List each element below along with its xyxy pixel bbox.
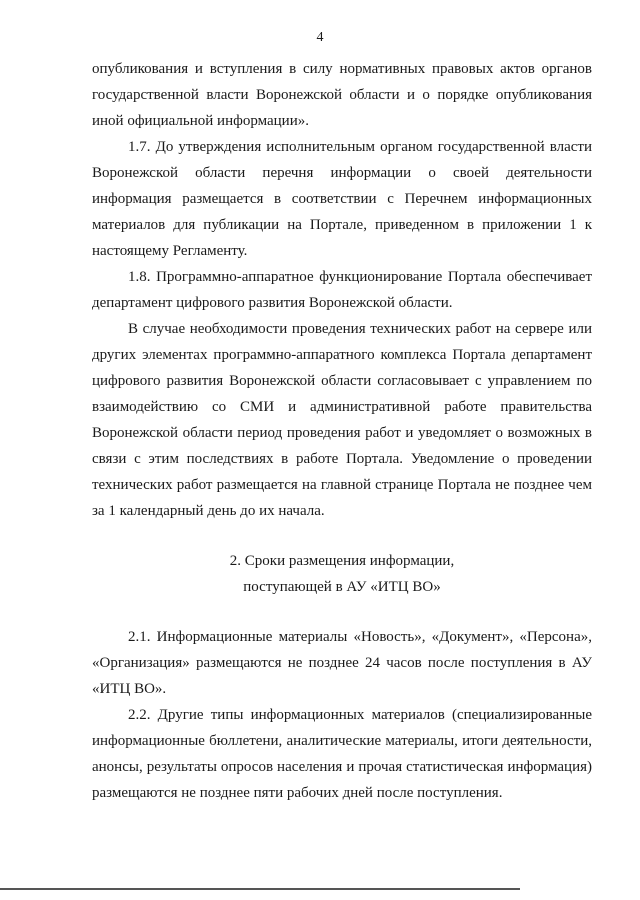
paragraph-technical-works: В случае необходимости проведения технических работ на сервере или других элементах программно-аппаратного комплекса Портала департамент цифрового развития Воронежской области согласовывает с управлением по взаимодействию со СМИ и административной работе правительства Воронежской области период проведения работ и уведомляет о возможных в связи с этим последствиях в работе Портала. Уведомление о проведении технических работ размещается на главной странице Портала не позднее чем за 1 календарный день до их начала. <box>92 321 592 519</box>
page-number: 4 <box>316 30 324 45</box>
section-2-title-line-1: 2. Сроки размещения информации, <box>229 553 455 569</box>
section-2-title <box>92 548 592 600</box>
paragraph-2-2: 2.2. Другие типы информационных материалов (специализированные информационные бюллетени, аналитические материалы, итоги деятельности, анонсы, результаты опросов населения и прочая статистическая информация) размещаются не позднее пяти рабочих дней после поступления. <box>92 707 592 801</box>
paragraph-continuation: опубликования и вступления в силу нормативных правовых актов органов государственной власти Воронежской области и о порядке опубликования иной официальной информации». <box>92 61 592 129</box>
paragraph-1-7: 1.7. До утверждения исполнительным органом государственной власти Воронежской области перечня информации о своей деятельности информация размещается в соответствии с Перечнем информационных материалов для публикации на Портале, приведенном в приложении 1 к настоящему Регламенту. <box>92 139 592 259</box>
document-body <box>92 56 592 806</box>
paragraph-2-1: 2.1. Информационные материалы «Новость», «Документ», «Персона», «Организация» размещаются не позднее 24 часов после поступления в АУ «ИТЦ ВО». <box>92 629 592 697</box>
section-2-title-line-2: поступающей в АУ «ИТЦ ВО» <box>243 579 441 595</box>
scan-edge-line <box>0 888 520 890</box>
paragraph-1-8: 1.8. Программно-аппаратное функционирование Портала обеспечивает департамент цифрового развития Воронежской области. <box>92 269 592 311</box>
